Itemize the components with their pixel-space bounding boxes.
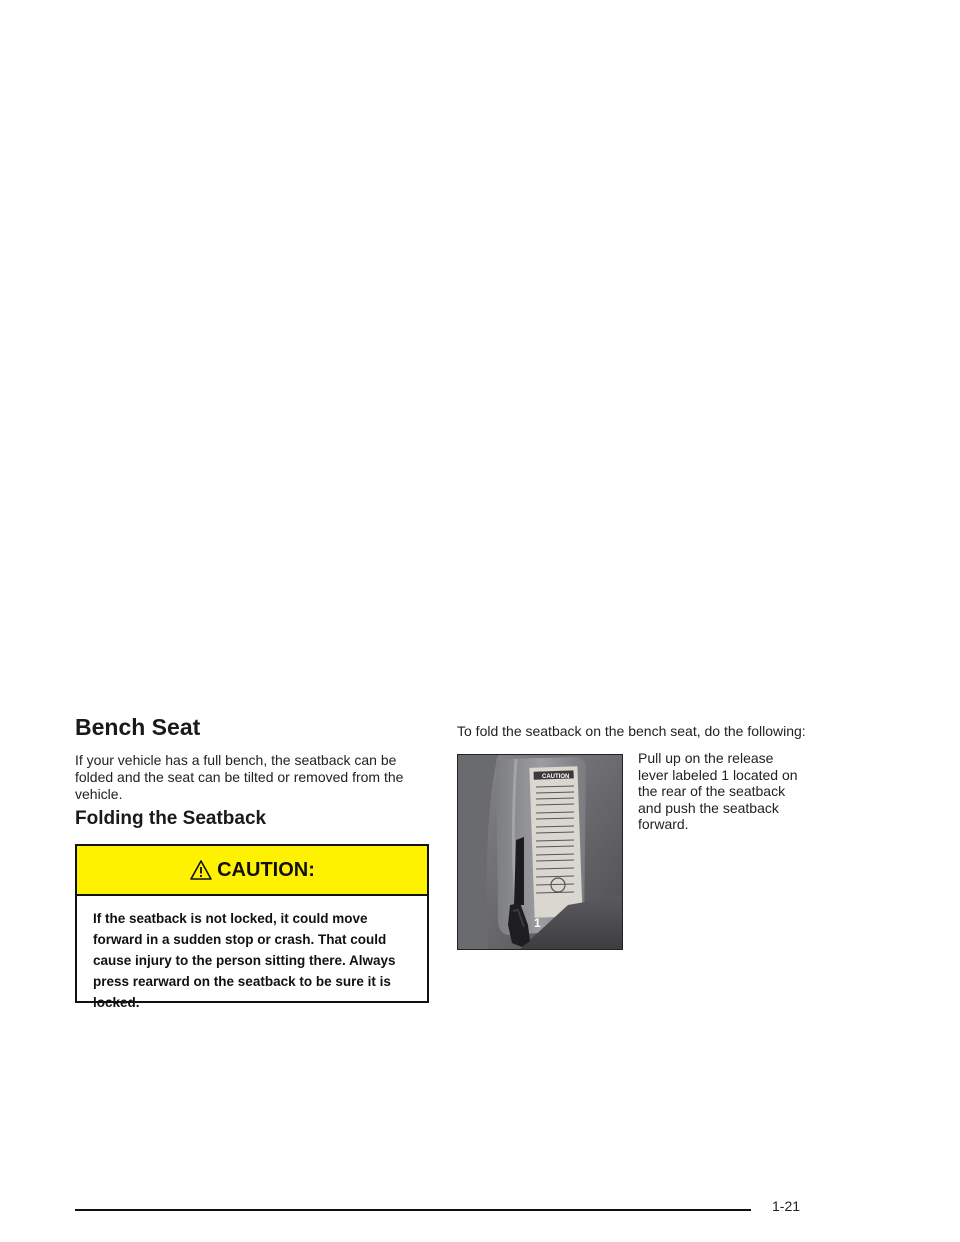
caution-box <box>75 844 429 1010</box>
seatback-release-lever-photo <box>457 754 623 950</box>
caution-title: CAUTION: <box>217 858 315 881</box>
procedure-step: Pull up on the release lever labeled 1 located on the rear of the seatback and push the seatback forward. <box>638 750 798 832</box>
warning-triangle-icon <box>189 859 213 881</box>
caution-header <box>77 846 427 896</box>
section-intro: If your vehicle has a full bench, the seatback can be folded and the seat can be tilted or removed from the vehicle. <box>75 752 404 802</box>
procedure-intro: To fold the seatback on the bench seat, do the following: <box>457 723 806 739</box>
footer-rule <box>75 1209 751 1211</box>
subsection-title: Folding the Seatback <box>75 808 267 829</box>
lever-label-1: 1 <box>534 916 541 930</box>
section-title: Bench Seat <box>75 714 201 740</box>
caution-text: If the seatback is not locked, it could move forward in a sudden stop or crash. That could cause injury to the person sitting there. Always press rearward on the seatback to be sure it is locked. <box>93 911 396 1010</box>
label-caution-text: CAUTION <box>542 774 570 780</box>
seatback-photo-illustration <box>458 755 623 950</box>
page-number: 1-21 <box>772 1198 801 1214</box>
